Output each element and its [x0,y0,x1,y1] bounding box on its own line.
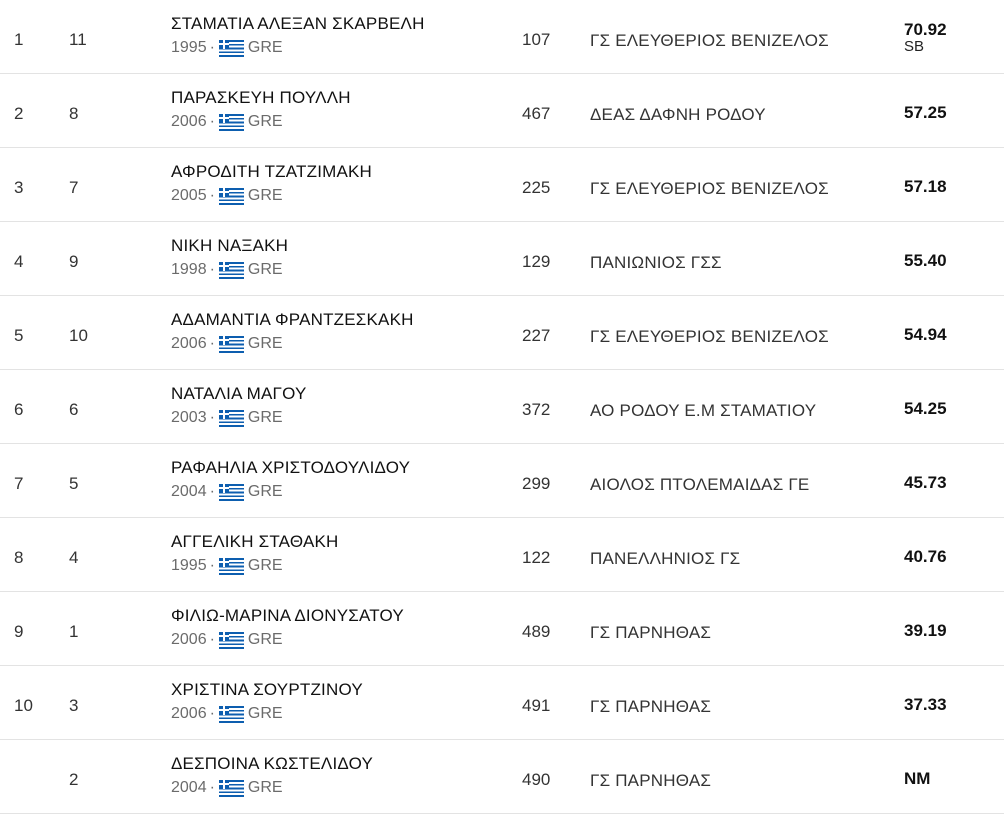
result-row[interactable] [0,592,1004,666]
athlete-name[interactable]: ΣΤΑΜΑΤΙΑ ΑΛΕΞΑΝ ΣΚΑΡΒΕΛΗ [171,14,425,33]
bib-number: 10 [69,326,88,345]
result-mark: 39.19 [904,621,947,640]
athlete-meta [171,630,404,650]
birth-year: 2004 [171,483,207,500]
mark-block [904,622,947,640]
birth-year: 1995 [171,39,207,56]
rank: 2 [14,104,24,123]
rank: 7 [14,474,24,493]
birth-year: 2006 [171,631,207,648]
greece-flag-icon [219,262,244,279]
result-row[interactable] [0,666,1004,740]
result-mark: 40.76 [904,547,947,566]
mark-block [904,696,947,714]
result-row[interactable] [0,222,1004,296]
rank: 3 [14,178,24,197]
athlete-name[interactable]: ΠΑΡΑΣΚΕΥΗ ΠΟΥΛΛΗ [171,88,351,107]
athlete-info [171,384,307,428]
athlete-info [171,458,410,502]
mark-block [904,400,947,418]
athlete-info [171,606,404,650]
mark-block [904,548,947,566]
club-name: ΠΑΝΙΩΝΙΟΣ ΓΣΣ [590,253,722,272]
birth-year: 2006 [171,335,207,352]
club-name: ΓΣ ΠΑΡΝΗΘΑΣ [590,771,712,790]
greece-flag-icon [219,410,244,427]
athlete-info [171,14,425,58]
result-mark: 57.18 [904,177,947,196]
result-mark: 37.33 [904,695,947,714]
country-code: GRE [247,705,283,722]
country-code: GRE [247,187,283,204]
club-code: 490 [522,770,551,789]
club-code: 489 [522,622,551,641]
result-row[interactable] [0,370,1004,444]
athlete-name[interactable]: ΡΑΦΑΗΛΙΑ ΧΡΙΣΤΟΔΟΥΛΙΔΟΥ [171,458,411,477]
bib-number: 1 [69,622,79,641]
separator: · [209,187,215,204]
mark-block [904,252,947,270]
separator: · [209,705,215,722]
country-code: GRE [247,335,283,352]
mark-block [904,474,947,492]
athlete-meta [171,186,372,206]
greece-flag-icon [219,484,244,501]
athlete-name[interactable]: ΝΑΤΑΛΙΑ ΜΑΓΟΥ [171,384,307,403]
result-row[interactable] [0,74,1004,148]
result-row[interactable] [0,148,1004,222]
athlete-meta [171,260,288,280]
greece-flag-icon [219,558,244,575]
club-code: 107 [522,30,551,49]
birth-year: 2006 [171,113,207,130]
result-mark: 54.94 [904,325,947,344]
result-mark: 54.25 [904,399,947,418]
birth-year: 2003 [171,409,207,426]
club-name: ΔΕΑΣ ΔΑΦΝΗ ΡΟΔΟΥ [590,105,766,124]
greece-flag-icon [219,706,244,723]
bib-number: 6 [69,400,79,419]
rank: 5 [14,326,24,345]
club-name: ΓΣ ΕΛΕΥΘΕΡΙΟΣ ΒΕΝΙΖΕΛΟΣ [590,179,829,198]
athlete-info [171,680,363,724]
rank: 6 [14,400,24,419]
rank: 1 [14,30,24,49]
athlete-meta [171,112,351,132]
mark-note: SB [904,38,925,55]
result-row[interactable] [0,0,1004,74]
separator: · [209,113,215,130]
birth-year: 1995 [171,557,207,574]
separator: · [209,631,215,648]
athlete-info [171,236,288,280]
birth-year: 2006 [171,705,207,722]
bib-number: 4 [69,548,79,567]
result-row[interactable] [0,740,1004,814]
athlete-name[interactable]: ΔΕΣΠΟΙΝΑ ΚΩΣΤΕΛΙΔΟΥ [171,754,373,773]
club-code: 372 [522,400,551,419]
mark-block [904,104,947,122]
result-row[interactable] [0,296,1004,370]
athlete-name[interactable]: ΑΓΓΕΛΙΚΗ ΣΤΑΘΑΚΗ [171,532,339,551]
greece-flag-icon [219,188,244,205]
country-code: GRE [247,113,283,130]
athlete-name[interactable]: ΦΙΛΙΩ-ΜΑΡΙΝΑ ΔΙΟΝΥΣΑΤΟΥ [171,606,404,625]
athlete-info [171,310,414,354]
athlete-name[interactable]: ΝΙΚΗ ΝΑΞΑΚΗ [171,236,289,255]
greece-flag-icon [219,114,244,131]
country-code: GRE [247,483,283,500]
athlete-meta [171,482,410,502]
club-code: 129 [522,252,551,271]
bib-number: 2 [69,770,79,789]
club-name: ΓΣ ΠΑΡΝΗΘΑΣ [590,623,712,642]
result-mark: 57.25 [904,103,947,122]
club-name: ΑΟ ΡΟΔΟΥ Ε.Μ ΣΤΑΜΑΤΙΟΥ [590,401,817,420]
athlete-info [171,162,372,206]
club-name: ΠΑΝΕΛΛΗΝΙΟΣ ΓΣ [590,549,741,568]
greece-flag-icon [219,40,244,57]
birth-year: 2005 [171,187,207,204]
separator: · [209,557,215,574]
club-code: 299 [522,474,551,493]
result-mark: 45.73 [904,473,947,492]
club-code: 122 [522,548,551,567]
rank: 10 [14,696,33,715]
result-mark: 70.92 [904,20,947,39]
club-name: ΓΣ ΕΛΕΥΘΕΡΙΟΣ ΒΕΝΙΖΕΛΟΣ [590,327,829,346]
bib-number: 5 [69,474,79,493]
athlete-info [171,88,351,132]
country-code: GRE [247,39,283,56]
result-row[interactable] [0,518,1004,592]
club-name: ΓΣ ΠΑΡΝΗΘΑΣ [590,697,712,716]
athlete-info [171,754,373,798]
athlete-meta [171,704,363,724]
country-code: GRE [247,631,283,648]
athlete-name[interactable]: ΑΔΑΜΑΝΤΙΑ ΦΡΑΝΤΖΕΣΚΑΚΗ [171,310,414,329]
greece-flag-icon [219,780,244,797]
mark-block [904,326,947,344]
bib-number: 8 [69,104,79,123]
rank: 8 [14,548,24,567]
bib-number: 11 [69,30,87,49]
club-code: 227 [522,326,551,345]
athlete-name[interactable]: ΧΡΙΣΤΙΝΑ ΣΟΥΡΤΖΙΝΟΥ [171,680,363,699]
result-mark: 55.40 [904,251,947,270]
birth-year: 1998 [171,261,207,278]
bib-number: 7 [69,178,79,197]
rank: 9 [14,622,24,641]
greece-flag-icon [219,336,244,353]
athlete-meta [171,556,339,576]
athlete-info [171,532,339,576]
athlete-meta [171,38,425,58]
club-code: 225 [522,178,551,197]
country-code: GRE [247,409,283,426]
athlete-meta [171,778,373,798]
club-code: 491 [522,696,551,715]
mark-block [904,21,947,55]
athlete-meta [171,408,307,428]
separator: · [209,261,215,278]
separator: · [209,39,215,56]
greece-flag-icon [219,632,244,649]
country-code: GRE [247,779,283,796]
mark-block [904,770,930,788]
rank: 4 [14,252,24,271]
athlete-meta [171,334,414,354]
separator: · [209,779,215,796]
club-code: 467 [522,104,551,123]
club-name: ΑΙΟΛΟΣ ΠΤΟΛΕΜΑΙΔΑΣ ΓΕ [590,475,810,494]
separator: · [209,335,215,352]
birth-year: 2004 [171,779,207,796]
bib-number: 3 [69,696,79,715]
separator: · [209,483,215,500]
club-name: ΓΣ ΕΛΕΥΘΕΡΙΟΣ ΒΕΝΙΖΕΛΟΣ [590,31,829,50]
result-mark: NM [904,769,931,788]
bib-number: 9 [69,252,79,271]
mark-block [904,178,947,196]
country-code: GRE [247,557,283,574]
country-code: GRE [247,261,283,278]
separator: · [209,409,215,426]
athlete-name[interactable]: ΑΦΡΟΔΙΤΗ ΤΖΑΤΖΙΜΑΚΗ [171,162,373,181]
result-row[interactable] [0,444,1004,518]
